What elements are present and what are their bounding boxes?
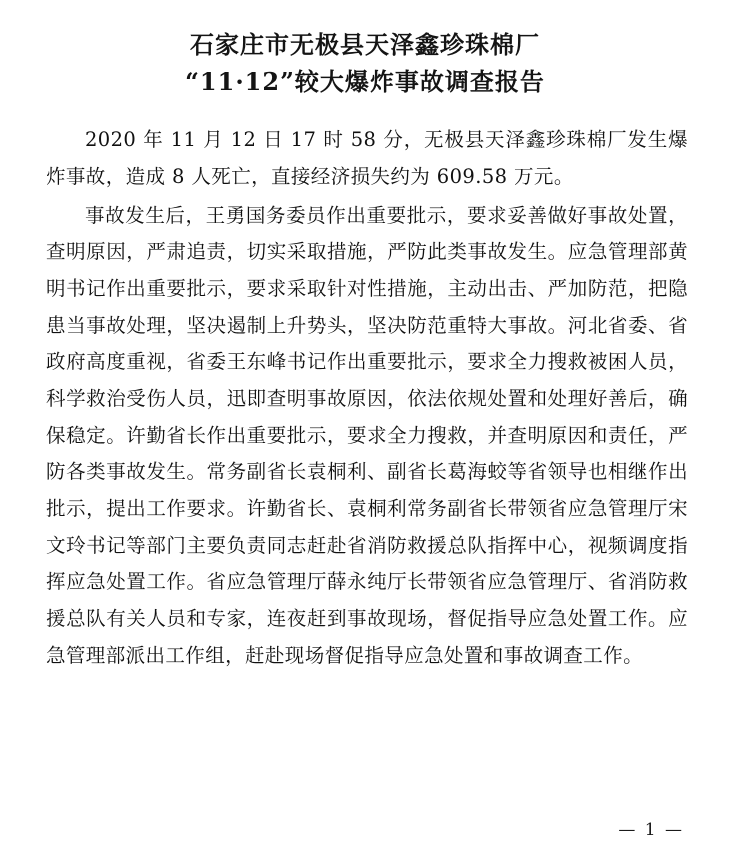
page-number: — 1 — [618,820,684,840]
title-line-2: “11·12”较大爆炸事故调查报告 [185,67,545,97]
paragraph-2: 事故发生后，王勇国务委员作出重要批示，要求妥善做好事故处置，查明原因，严肃追责，切实采取措施，严防此类事故发生。应急管理部黄明书记作出重要批示，要求采取针对性措施，主动出击、严加防范，把隐患当事故处理，坚决遏制上升势头，坚决防范重特大事故。河北省委、省政府高度重视，省委王东峰书记作出重要批示，要求全力搜救被困人员，科学救治受伤人员，迅即查明事故原因，依法依规处置和处理好善后，确保稳定。许勤省长作出重要批示，要求全力搜救，并查明原因和责任，严防各类事故发生。常务副省长袁桐利、副省长葛海蛟等省领导也相继作出批示，提出工作要求。许勤省长、袁桐利常务副省长带领省应急管理厅宋文玲书记等部门主要负责同志赶赴省消防救援总队指挥中心，视频调度指挥应急处置工作。省应急管理厅薛永纯厅长带领省应急管理厅、省消防救援总队有关人员和专家，连夜赶到事故现场，督促指导应急处置工作。应急管理部派出工作组，赶赴现场督促指导应急处置和事故调查工作。 [46,203,688,667]
document-title [0,26,730,100]
title-line-1: 石家庄市无极县天泽鑫珍珠棉厂 [190,30,540,59]
document-body [46,122,688,674]
paragraph-1: 2020 年 11 月 12 日 17 时 58 分，无极县天泽鑫珍珠棉厂发生爆炸事故，造成 8 人死亡，直接经济损失约为 609.58 万元。 [46,128,688,189]
document-page [0,26,730,856]
